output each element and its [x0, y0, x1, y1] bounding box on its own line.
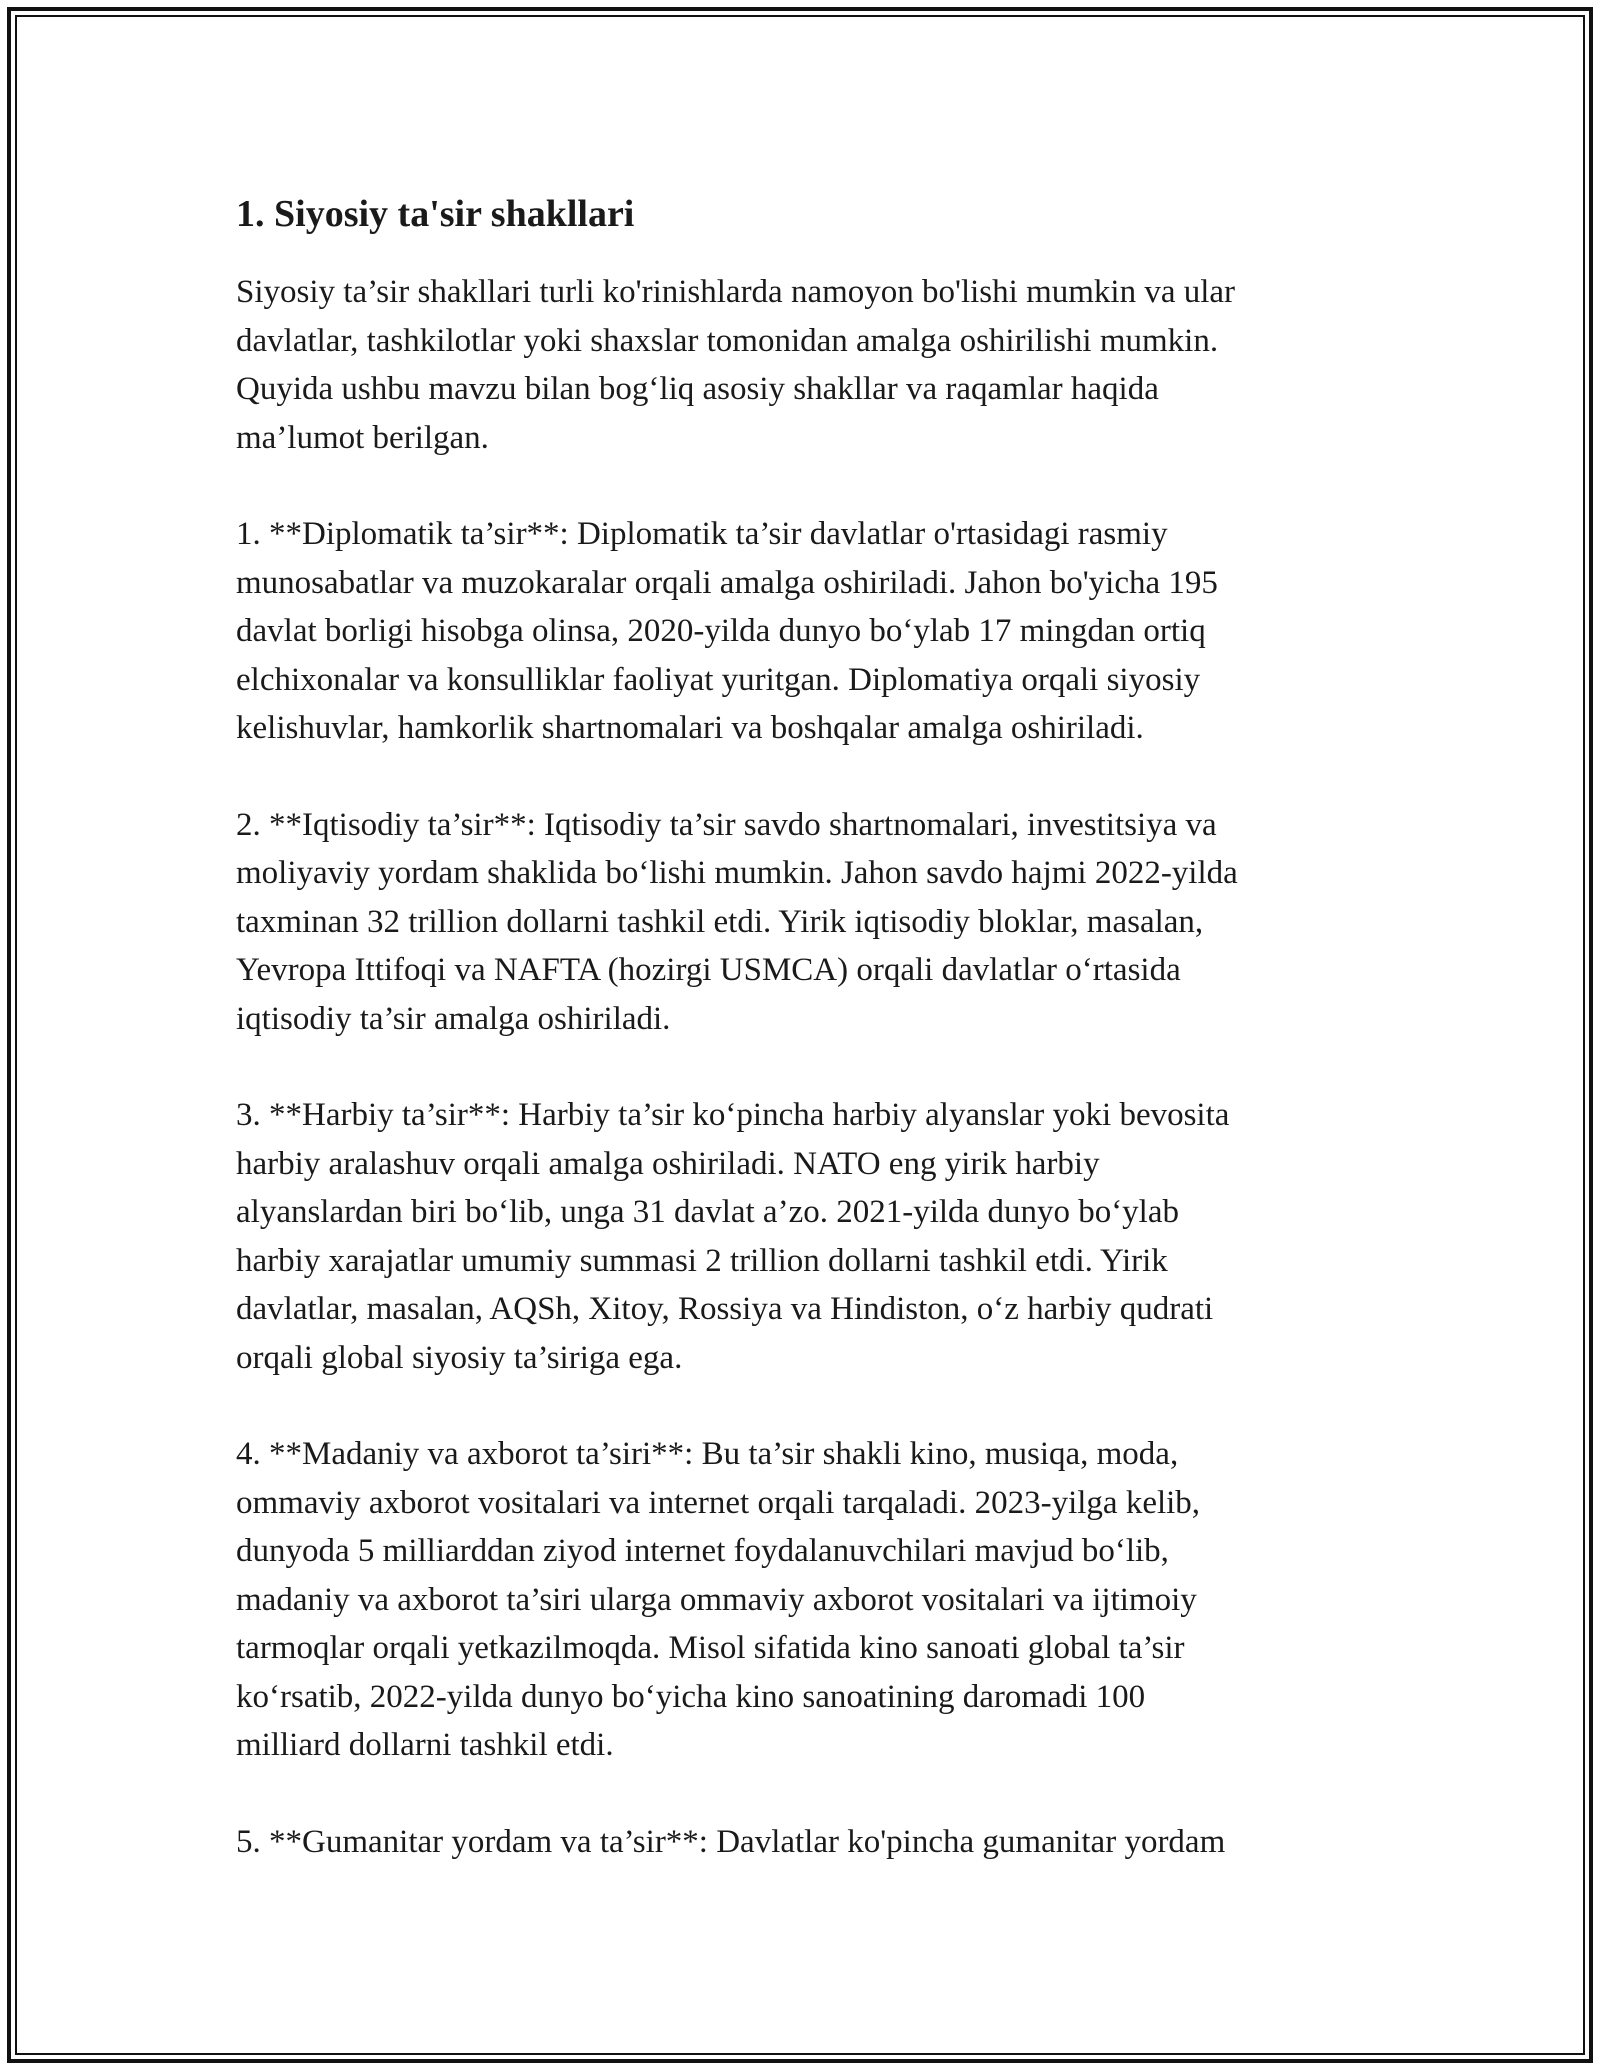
paragraph-cultural-information-influence: 4. **Madaniy va axborot ta’siri**: Bu ta’sir shakli kino, musiqa, moda, ommaviy axborot vositalari va internet orqali tarqaladi. 2023-yilga kelib, dunyoda 5 milliarddan ziyod internet foydalanuvchilari mavjud bo‘lib, madaniy va axborot ta’siri ularga ommaviy axborot vositalari va ijtimoiy tarmoqlar orqali yetkazilmoqda. Misol sifatida kino sanoati global ta’sir ko‘rsatib, 2022-yilda dunyo bo‘yicha kino sanoatining daromadi 100 milliard dollarni tashkil etdi.	[236, 1436, 1201, 1763]
paragraph-diplomatic-influence: 1. **Diplomatik ta’sir**: Diplomatik ta’sir davlatlar o'rtasidagi rasmiy munosabatlar va muzokaralar orqali amalga oshiriladi. Jahon bo'yicha 195 davlat borligi hisobga olinsa, 2020-yilda dunyo bo‘ylab 17 mingdan ortiq elchixonalar va konsulliklar faoliyat yuritgan. Diplomatiya orqali siyosiy kelishuvlar, hamkorlik shartnomalari va boshqalar amalga oshiriladi.	[236, 516, 1218, 746]
section-heading: 1. Siyosiy ta'sir shakllari	[236, 193, 635, 235]
paragraph-economic-influence: 2. **Iqtisodiy ta’sir**: Iqtisodiy ta’sir savdo shartnomalari, investitsiya va moliyaviy yordam shaklida bo‘lishi mumkin. Jahon savdo hajmi 2022-yilda taxminan 32 trillion dollarni tashkil etdi. Yirik iqtisodiy bloklar, masalan, Yevropa Ittifoqi va NAFTA (hozirgi USMCA) orqali davlatlar o‘rtasida iqtisodiy ta’sir amalga oshiriladi.	[236, 806, 1238, 1037]
paragraph-military-influence: 3. **Harbiy ta’sir**: Harbiy ta’sir ko‘pincha harbiy alyanslar yoki bevosita harbiy aralashuv orqali amalga oshiriladi. NATO eng yirik harbiy alyanslardan biri bo‘lib, unga 31 davlat a’zo. 2021-yilda dunyo bo‘ylab harbiy xarajatlar umumiy summasi 2 trillion dollarni tashkil etdi. Yirik davlatlar, masalan, AQSh, Xitoy, Rossiya va Hindiston, o‘z harbiy qudrati orqali global siyosiy ta’siriga ega.	[236, 1097, 1230, 1376]
intro-paragraph: Siyosiy ta’sir shakllari turli ko'rinishlarda namoyon bo'lishi mumkin va ular davlatlar, tashkilotlar yoki shaxslar tomonidan amalga oshirilishi mumkin. Quyida ushbu mavzu bilan bog‘liq asosiy shakllar va raqamlar haqida ma’lumot berilgan.	[236, 274, 1236, 456]
document-body	[236, 186, 1366, 1914]
paragraph-humanitarian-aid: 5. **Gumanitar yordam va ta’sir**: Davlatlar ko'pincha gumanitar yordam	[236, 1823, 1226, 1860]
